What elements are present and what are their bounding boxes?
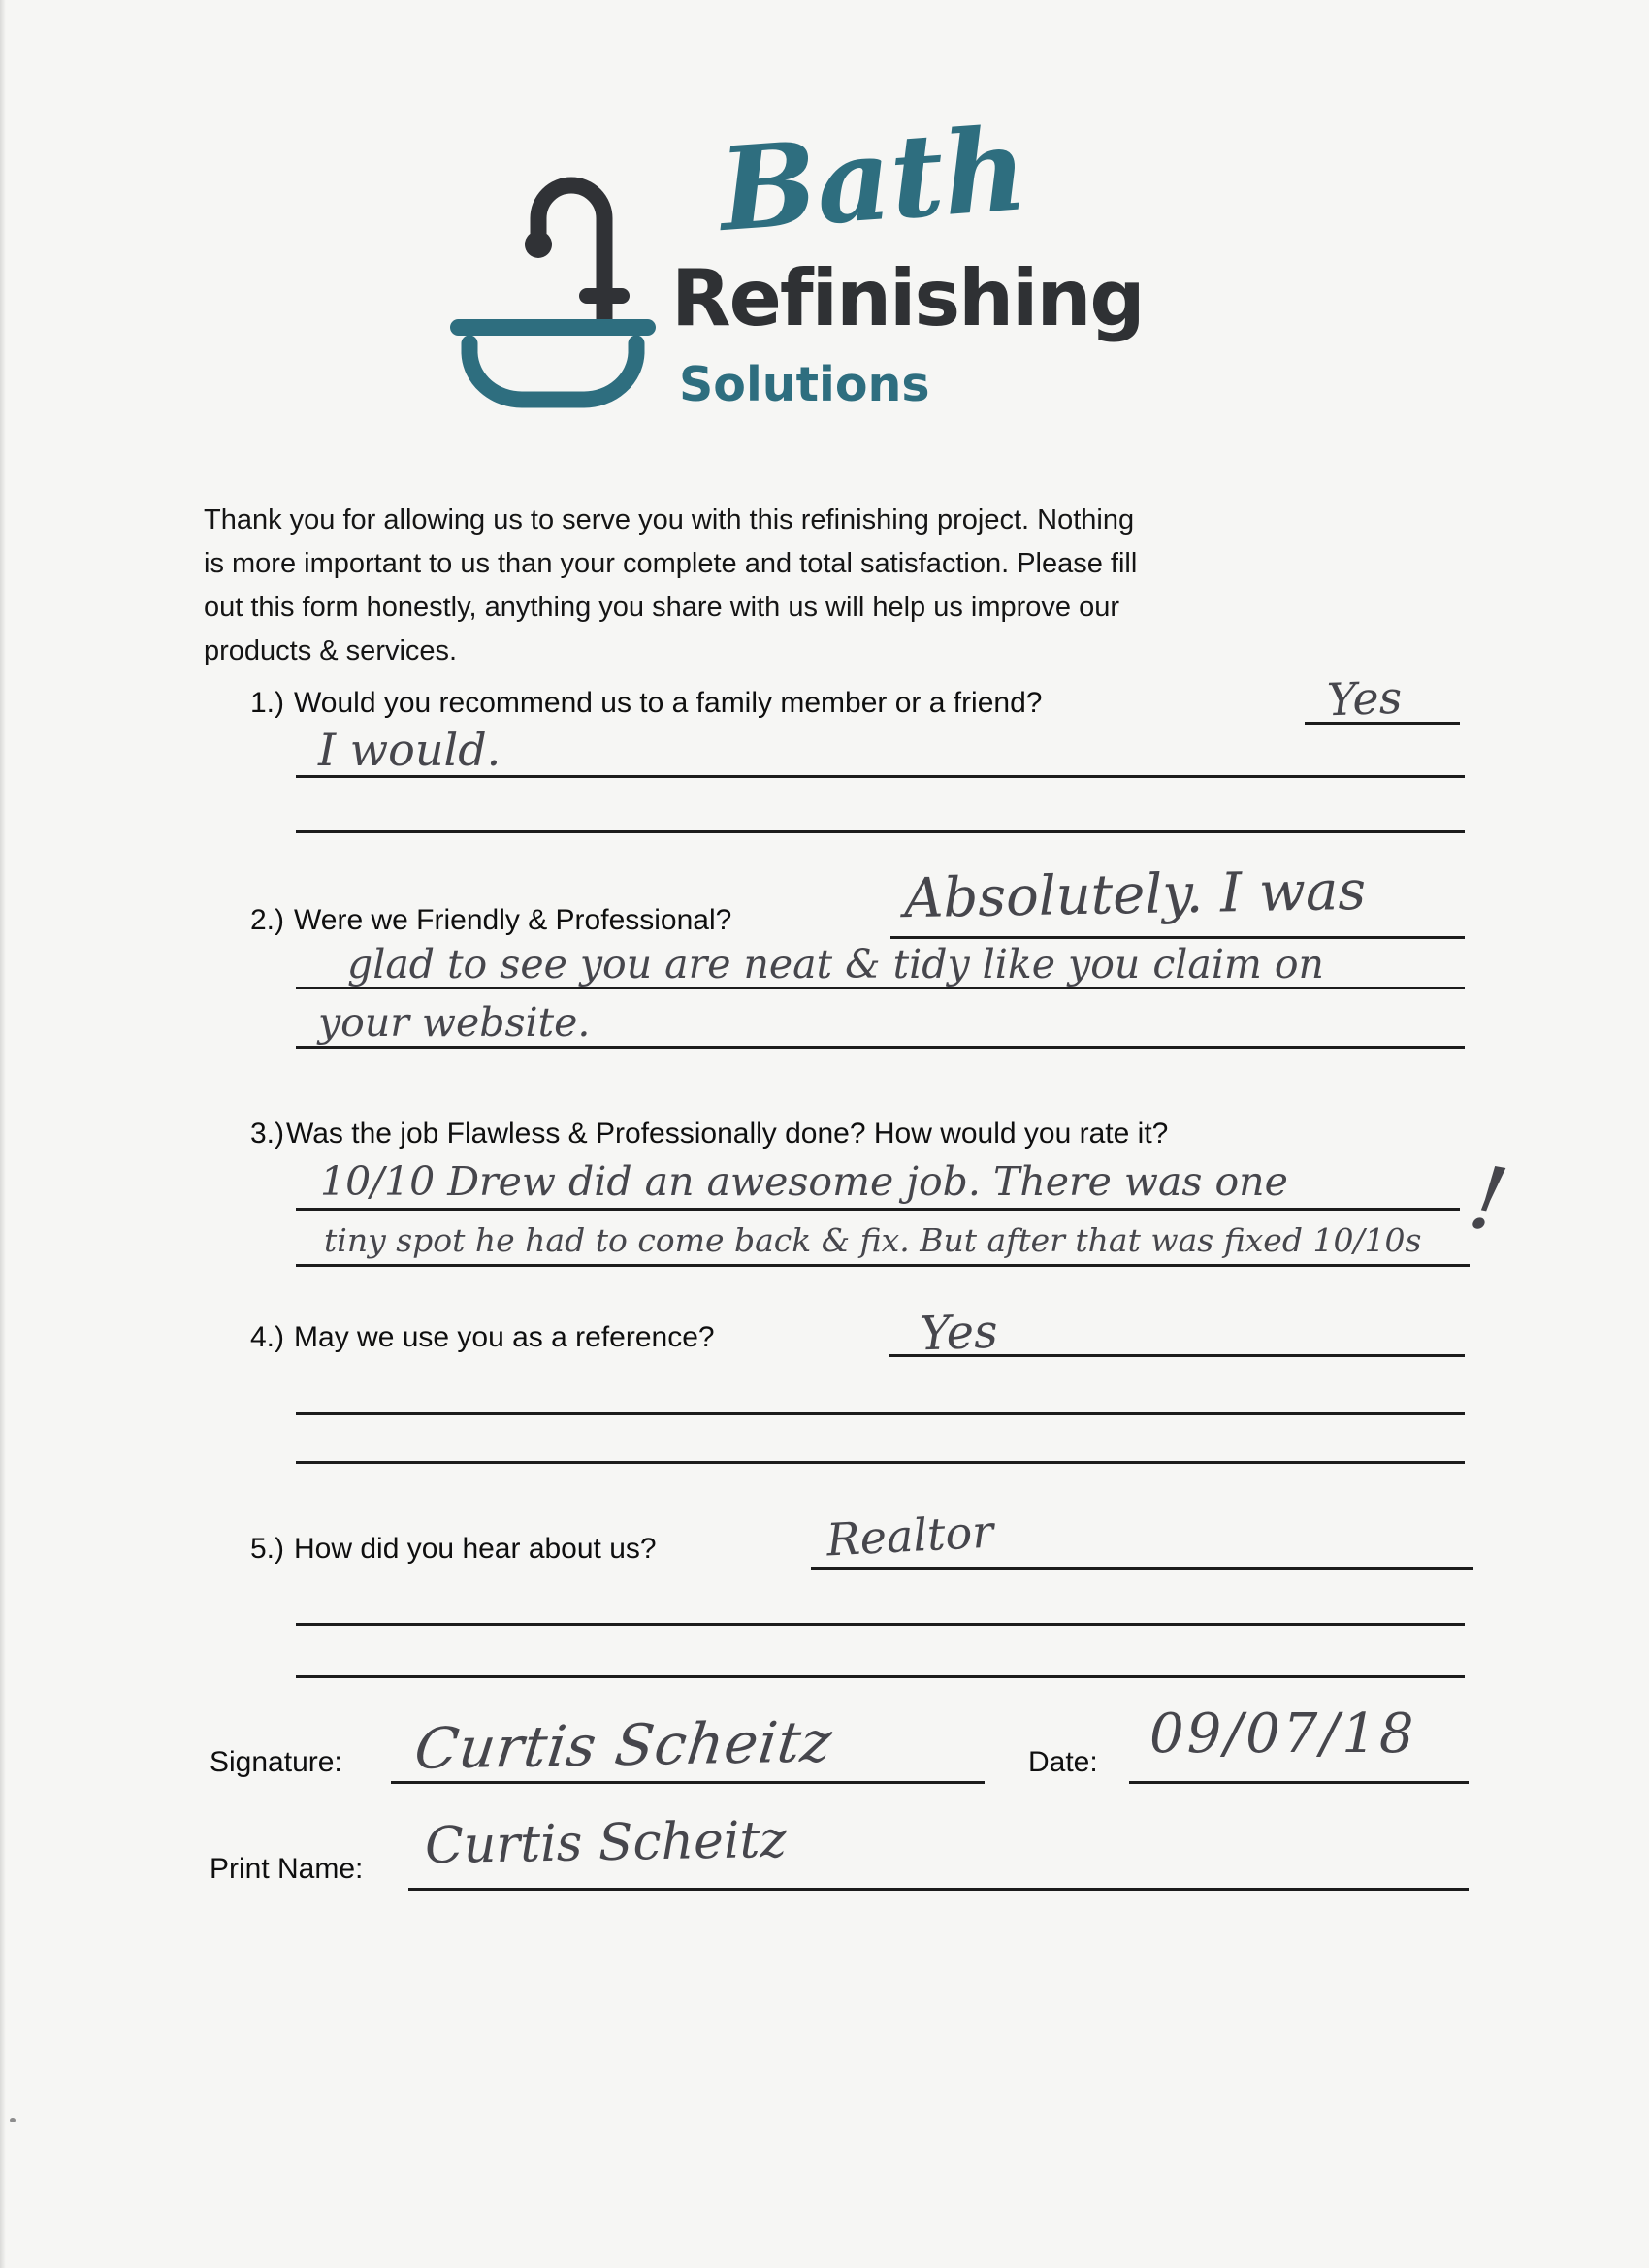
question-2-inline-answer-line: [890, 936, 1465, 939]
answer-line: [296, 1675, 1465, 1678]
date-handwriting: 09/07/18: [1149, 1702, 1417, 1766]
question-2-inline-answer-handwriting: Absolutely. I was: [903, 859, 1367, 931]
signature-handwriting: Curtis Scheitz: [410, 1708, 836, 1782]
answer-line: [296, 1046, 1465, 1049]
print-name-handwriting: Curtis Scheitz: [424, 1810, 788, 1876]
question-3-answer-handwriting-line2: tiny spot he had to come back & fix. But after that was fixed 10/10s: [324, 1221, 1422, 1259]
question-2-answer-handwriting-line2: your website.: [318, 999, 591, 1046]
question-1-answer-handwriting: I would.: [318, 724, 501, 776]
date-line: [1129, 1781, 1469, 1784]
question-5-label: How did you hear about us?: [294, 1533, 657, 1565]
print-name-label: Print Name:: [210, 1853, 364, 1885]
scan-edge-shadow: [0, 0, 6, 2268]
intro-paragraph: Thank you for allowing us to serve you with this refinishing project. Nothing is more important to us than your complete and total satisfaction. Please fill out this form honestly, anything you share with us will help us improve our products & services.: [204, 504, 1138, 666]
answer-line: [296, 987, 1465, 989]
question-4-inline-answer-line: [889, 1354, 1465, 1357]
question-1-number: 1.): [250, 687, 285, 719]
question-3-number: 3.): [250, 1118, 285, 1150]
question-1-inline-answer-handwriting: Yes: [1326, 670, 1404, 727]
answer-line: [296, 1264, 1470, 1267]
question-3-label: Was the job Flawless & Professionally done? How would you rate it?: [286, 1118, 1169, 1150]
question-4: [250, 1321, 715, 1354]
date-label: Date:: [1028, 1746, 1098, 1778]
question-4-inline-answer-handwriting: Yes: [919, 1304, 999, 1362]
print-name-line: [408, 1888, 1469, 1891]
question-3-answer-handwriting-line1: 10/10 Drew did an awesome job. There was one: [320, 1158, 1288, 1205]
signature-line: [391, 1781, 985, 1784]
question-2: [250, 904, 731, 937]
logo-word-bath: Bath: [715, 101, 1031, 257]
answer-line: [296, 1208, 1460, 1211]
answer-line: [296, 1461, 1465, 1464]
question-2-answer-handwriting-line1: glad to see you are neat & tidy like you claim on: [347, 941, 1324, 988]
question-3: [250, 1118, 1168, 1150]
scan-speck: [10, 2118, 16, 2122]
question-2-number: 2.): [250, 904, 285, 936]
answer-line: [296, 1412, 1465, 1415]
question-5-number: 5.): [250, 1533, 285, 1565]
question-1-label: Would you recommend us to a family member or a friend?: [294, 687, 1043, 719]
answer-line: [296, 1623, 1465, 1626]
question-4-number: 4.): [250, 1321, 285, 1353]
question-5: [250, 1533, 657, 1566]
answer-line: [296, 775, 1465, 778]
question-5-inline-answer-line: [811, 1567, 1473, 1570]
question-1: [250, 687, 1042, 720]
answer-line: [296, 830, 1465, 833]
sink-faucet-icon: [436, 157, 669, 417]
logo-word-refinishing: Refinishing: [671, 253, 1144, 343]
question-4-label: May we use you as a reference?: [294, 1321, 715, 1353]
logo-word-solutions: Solutions: [679, 357, 930, 412]
question-2-label: Were we Friendly & Professional?: [294, 904, 732, 936]
signature-label: Signature:: [210, 1746, 342, 1778]
question-3-exclamation-handwriting: !: [1462, 1146, 1515, 1253]
question-5-inline-answer-handwriting: Realtor: [824, 1505, 995, 1567]
